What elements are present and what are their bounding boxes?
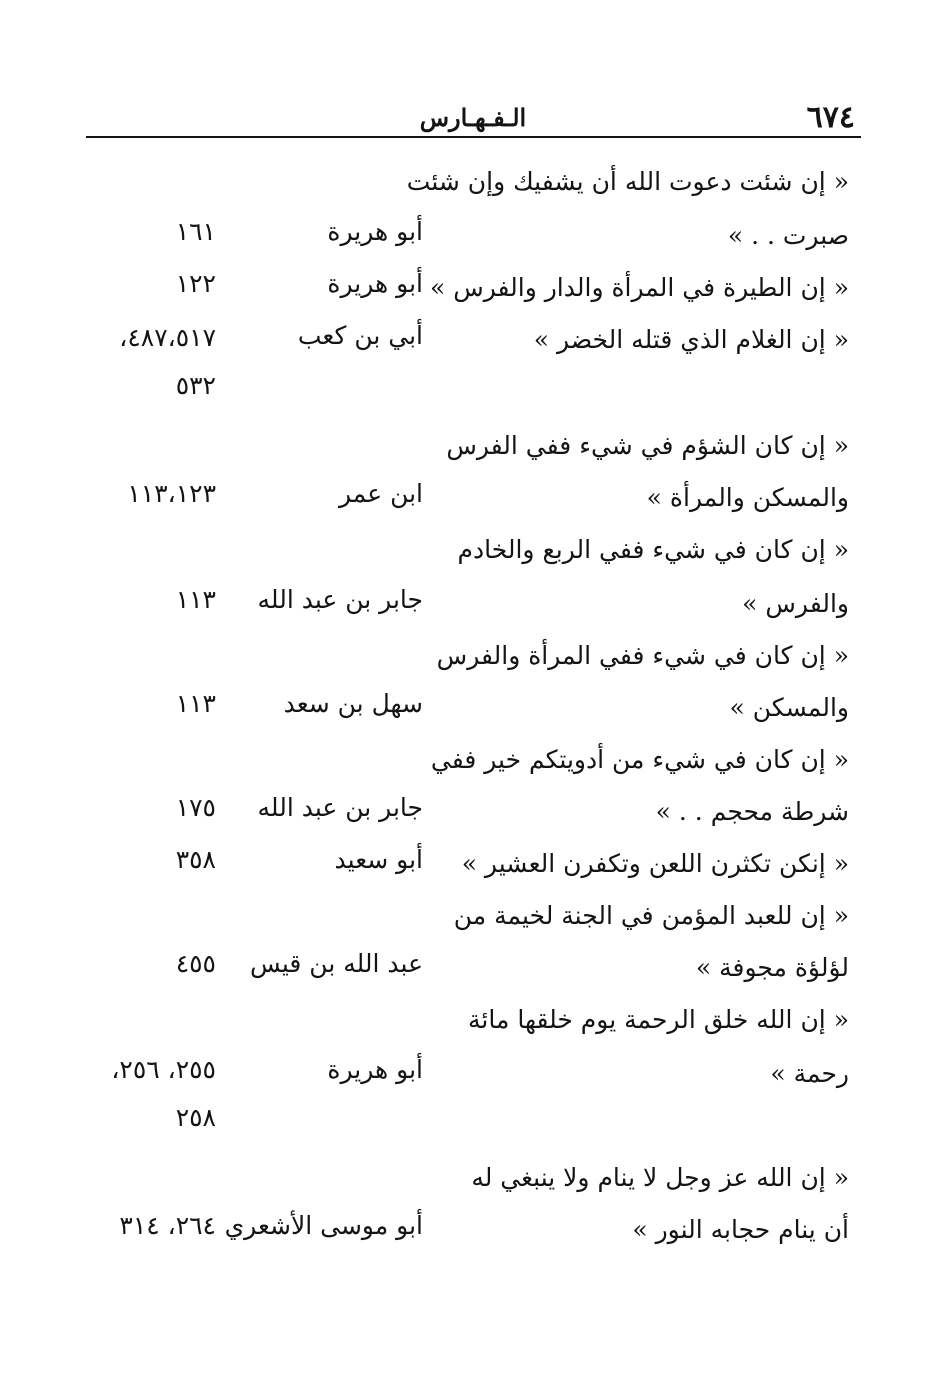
page-references: ٢٦٤، ٣١٤	[119, 1211, 216, 1240]
narrator-name: أبو هريرة	[327, 1055, 423, 1084]
hadith-text-line: « إن كان في شيء ففي الربع والخادم	[457, 535, 849, 564]
hadith-text-line: لؤلؤة مجوفة »	[695, 953, 849, 982]
hadith-text-line: أن ينام حجابه النور »	[632, 1215, 849, 1244]
narrator-name: جابر بن عبد الله	[257, 793, 423, 822]
page-references-continued: ٥٣٢	[175, 371, 216, 400]
hadith-text-line: « إن الله خلق الرحمة يوم خلقها مائة	[468, 1005, 849, 1034]
page-references: ١٧٥	[175, 793, 216, 822]
page-references: ١١٣	[175, 585, 216, 614]
hadith-text-line: « إن كان في شيء من أدويتكم خير ففي	[430, 745, 849, 774]
hadith-text-line: « إن الغلام الذي قتله الخضر »	[533, 325, 849, 354]
narrator-name: أبو هريرة	[327, 269, 423, 298]
narrator-name: أبو هريرة	[327, 217, 423, 246]
narrator-name: جابر بن عبد الله	[257, 585, 423, 614]
hadith-text-line: « إنكن تكثرن اللعن وتكفرن العشير »	[461, 849, 849, 878]
header-divider	[86, 136, 861, 138]
narrator-name: أبي بن كعب	[297, 321, 423, 350]
hadith-text-line: شرطة محجم . . »	[655, 797, 849, 826]
hadith-text-line: « إن الله عز وجل لا ينام ولا ينبغي له	[471, 1163, 849, 1192]
page-references: ١١٣،١٢٣	[127, 479, 216, 508]
page-references: ٢٥٥، ٢٥٦،	[111, 1055, 216, 1084]
hadith-text-line: « إن للعبد المؤمن في الجنة لخيمة من	[453, 901, 849, 930]
narrator-name: عبد الله بن قيس	[249, 949, 423, 978]
narrator-name: ابن عمر	[338, 479, 423, 508]
page-references: ١٢٢	[175, 269, 216, 298]
hadith-text-line: والفرس »	[742, 589, 849, 618]
page-references: ٤٨٧،٥١٧،	[119, 323, 216, 352]
page-references-continued: ٢٥٨	[175, 1103, 216, 1132]
hadith-text-line: « إن شئت دعوت الله أن يشفيك وإن شئت	[406, 167, 849, 196]
page-number: ٦٧٤	[806, 100, 855, 135]
hadith-text-line: « إن الطيرة في المرأة والدار والفرس »	[429, 273, 849, 302]
narrator-name: أبو سعيد	[334, 845, 423, 874]
page-references: ٣٥٨	[175, 845, 216, 874]
narrator-name: سهل بن سعد	[283, 689, 423, 718]
hadith-text-line: « إن كان في شيء ففي المرأة والفرس	[436, 641, 849, 670]
hadith-text-line: والمسكن »	[729, 693, 849, 722]
hadith-text-line: صبرت . . »	[727, 221, 849, 250]
hadith-text-line: رحمة »	[770, 1059, 849, 1088]
hadith-text-line: « إن كان الشؤم في شيء ففي الفرس	[446, 431, 849, 460]
page-references: ١١٣	[175, 689, 216, 718]
running-title: الـفـهـارس	[419, 103, 527, 132]
hadith-text-line: والمسكن والمرأة »	[646, 483, 849, 512]
page-references: ٤٥٥	[175, 949, 216, 978]
page-references: ١٦١	[175, 217, 216, 246]
narrator-name: أبو موسى الأشعري	[224, 1211, 423, 1240]
